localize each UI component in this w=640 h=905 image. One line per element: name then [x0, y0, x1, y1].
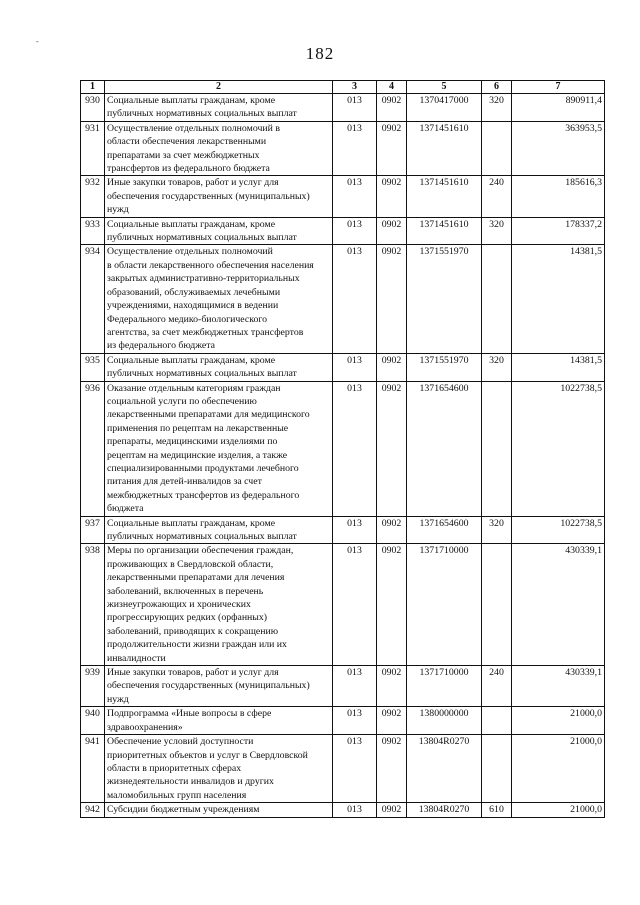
description-line: проживающих в Свердловской области,	[107, 558, 274, 570]
row-description	[105, 735, 333, 803]
row-number: 938	[81, 544, 105, 666]
section-code: 0902	[377, 803, 407, 817]
row-description	[105, 245, 333, 353]
description-line: жизнедеятельности инвалидов и других	[107, 776, 274, 788]
row-description	[105, 94, 333, 122]
table-row	[81, 707, 605, 735]
table-row	[81, 803, 605, 817]
section-code: 0902	[377, 176, 407, 217]
description-line: социальной услуги по обеспечению	[107, 395, 257, 407]
description-line: публичных нормативных социальных выплат	[107, 368, 297, 380]
table-row	[81, 94, 605, 122]
expense-type-code	[482, 381, 512, 516]
target-article-code: 1370417000	[407, 94, 482, 122]
target-article-code: 1380000000	[407, 707, 482, 735]
col-header-3: 3	[333, 81, 377, 94]
amount: 21000,0	[512, 707, 605, 735]
expense-type-code: 320	[482, 353, 512, 381]
row-description	[105, 381, 333, 516]
description-line: Социальные выплаты гражданам, кроме	[107, 354, 276, 366]
table-row	[81, 353, 605, 381]
row-number: 933	[81, 217, 105, 245]
col-header-4: 4	[377, 81, 407, 94]
description-line: специализированными продуктами лечебного	[107, 462, 299, 474]
description-line: Социальные выплаты гражданам, кроме	[107, 95, 276, 106]
description-line: образований, обслуживаемых лечебными	[107, 286, 281, 298]
description-line: инвалидности	[107, 652, 166, 664]
row-number: 934	[81, 245, 105, 353]
table-header-row	[81, 81, 605, 94]
row-number: 930	[81, 94, 105, 122]
col-header-7: 7	[512, 81, 605, 94]
row-number: 931	[81, 121, 105, 176]
row-number: 932	[81, 176, 105, 217]
row-description	[105, 217, 333, 245]
row-description	[105, 516, 333, 544]
ministry-code: 013	[333, 245, 377, 353]
table-row	[81, 666, 605, 707]
description-line: рецептам на медицинские изделия, а также	[107, 449, 288, 461]
description-line: обеспечения государственных (муниципальных)	[107, 190, 310, 202]
amount: 1022738,5	[512, 516, 605, 544]
amount: 178337,2	[512, 217, 605, 245]
section-code: 0902	[377, 707, 407, 735]
description-line: лекарственными препаратами для медицинского	[107, 409, 310, 421]
expense-type-code	[482, 735, 512, 803]
description-line: заболеваний, включенных в перечень	[107, 585, 264, 597]
table-row	[81, 217, 605, 245]
description-line: препараты, медицинскими изделиями по	[107, 436, 278, 448]
table-row	[81, 245, 605, 353]
ministry-code: 013	[333, 666, 377, 707]
table-row	[81, 516, 605, 544]
amount: 890911,4	[512, 94, 605, 122]
row-number: 941	[81, 735, 105, 803]
page-number: 182	[305, 44, 335, 63]
row-description	[105, 353, 333, 381]
description-line: публичных нормативных социальных выплат	[107, 232, 297, 244]
ministry-code: 013	[333, 544, 377, 666]
description-line: Осуществление отдельных полномочий	[107, 246, 273, 258]
description-line: нужд	[107, 693, 129, 705]
expense-type-code	[482, 121, 512, 176]
description-line: публичных нормативных социальных выплат	[107, 108, 297, 120]
row-description	[105, 707, 333, 735]
section-code: 0902	[377, 217, 407, 245]
ministry-code: 013	[333, 707, 377, 735]
description-line: области в приоритетных сферах	[107, 762, 242, 774]
description-line: Обеспечение условий доступности	[107, 736, 254, 748]
description-line: Оказание отдельным категориям граждан	[107, 382, 281, 394]
col-header-6: 6	[482, 81, 512, 94]
expense-type-code: 240	[482, 176, 512, 217]
description-line: учреждениями, находящимися в ведении	[107, 300, 279, 312]
description-line: приоритетных объектов и услуг в Свердловской	[107, 749, 308, 761]
description-line: прогрессирующих редких (орфанных)	[107, 612, 268, 624]
target-article-code: 1371654600	[407, 381, 482, 516]
section-code: 0902	[377, 121, 407, 176]
expense-type-code	[482, 544, 512, 666]
section-code: 0902	[377, 735, 407, 803]
section-code: 0902	[377, 544, 407, 666]
expense-type-code	[482, 245, 512, 353]
row-description	[105, 176, 333, 217]
expense-type-code: 320	[482, 217, 512, 245]
description-line: публичных нормативных социальных выплат	[107, 531, 297, 542]
table-row	[81, 121, 605, 176]
budget-table	[80, 80, 605, 818]
ministry-code: 013	[333, 94, 377, 122]
target-article-code: 1371451610	[407, 217, 482, 245]
description-line: трансфертов из федерального бюджета	[107, 163, 270, 175]
target-article-code: 13804R0270	[407, 803, 482, 817]
target-article-code: 1371710000	[407, 544, 482, 666]
ministry-code: 013	[333, 735, 377, 803]
amount: 14381,5	[512, 353, 605, 381]
amount: 21000,0	[512, 735, 605, 803]
expense-type-code	[482, 707, 512, 735]
amount: 14381,5	[512, 245, 605, 353]
row-number: 935	[81, 353, 105, 381]
row-number: 939	[81, 666, 105, 707]
target-article-code: 1371710000	[407, 666, 482, 707]
description-line: питания для детей-инвалидов за счет	[107, 476, 262, 488]
ministry-code: 013	[333, 803, 377, 817]
section-code: 0902	[377, 666, 407, 707]
description-line: области обеспечения лекарственными	[107, 136, 267, 148]
col-header-1: 1	[81, 81, 105, 94]
section-code: 0902	[377, 353, 407, 381]
ministry-code: 013	[333, 121, 377, 176]
row-number: 940	[81, 707, 105, 735]
description-line: Подпрограмма «Иные вопросы в сфере	[107, 708, 272, 720]
target-article-code: 1371451610	[407, 176, 482, 217]
target-article-code: 1371654600	[407, 516, 482, 544]
description-line: Субсидии бюджетным учреждениям	[107, 804, 260, 816]
description-line: бюджета	[107, 503, 144, 515]
description-line: межбюджетных трансфертов из федерального	[107, 489, 300, 501]
description-line: маломобильных групп населения	[107, 789, 247, 801]
section-code: 0902	[377, 245, 407, 353]
amount: 1022738,5	[512, 381, 605, 516]
target-article-code: 13804R0270	[407, 735, 482, 803]
expense-type-code: 240	[482, 666, 512, 707]
amount: 430339,1	[512, 544, 605, 666]
description-line: нужд	[107, 204, 129, 216]
description-line: в области лекарственного обеспечения населения	[107, 259, 314, 271]
table-row	[81, 544, 605, 666]
description-line: продолжительности жизни граждан или их	[107, 639, 287, 651]
amount: 185616,3	[512, 176, 605, 217]
row-description	[105, 803, 333, 817]
section-code: 0902	[377, 516, 407, 544]
table-row	[81, 176, 605, 217]
description-line: Меры по организации обеспечения граждан,	[107, 545, 294, 557]
description-line: Иные закупки товаров, работ и услуг для	[107, 177, 279, 189]
amount: 21000,0	[512, 803, 605, 817]
description-line: из федерального бюджета	[107, 340, 215, 352]
ministry-code: 013	[333, 353, 377, 381]
col-header-5: 5	[407, 81, 482, 94]
target-article-code: 1371551970	[407, 353, 482, 381]
description-line: применения по рецептам на лекарственные	[107, 422, 289, 434]
expense-type-code: 320	[482, 516, 512, 544]
section-code: 0902	[377, 381, 407, 516]
table-row	[81, 735, 605, 803]
description-line: заболеваний, приводящих к сокращению	[107, 625, 279, 637]
description-line: агентства, за счет межбюджетных трансфертов	[107, 326, 304, 338]
row-number: 936	[81, 381, 105, 516]
description-line: закрытых административно-территориальных	[107, 273, 300, 285]
target-article-code: 1371451610	[407, 121, 482, 176]
margin-mark: -	[36, 37, 39, 46]
ministry-code: 013	[333, 217, 377, 245]
row-description	[105, 121, 333, 176]
expense-type-code: 610	[482, 803, 512, 817]
row-number: 942	[81, 803, 105, 817]
amount: 430339,1	[512, 666, 605, 707]
ministry-code: 013	[333, 176, 377, 217]
description-line: обеспечения государственных (муниципальных)	[107, 680, 310, 692]
description-line: лекарственными препаратами для лечения	[107, 572, 285, 584]
section-code: 0902	[377, 94, 407, 122]
row-number: 937	[81, 516, 105, 544]
description-line: Социальные выплаты гражданам, кроме	[107, 517, 276, 529]
row-description	[105, 666, 333, 707]
description-line: препаратами за счет межбюджетных	[107, 149, 260, 161]
col-header-2: 2	[105, 81, 333, 94]
ministry-code: 013	[333, 516, 377, 544]
description-line: Осуществление отдельных полномочий в	[107, 122, 280, 134]
description-line: здравоохранения»	[107, 721, 183, 733]
expense-type-code: 320	[482, 94, 512, 122]
amount: 363953,5	[512, 121, 605, 176]
description-line: Федерального медико-биологического	[107, 313, 268, 325]
table-row	[81, 381, 605, 516]
description-line: жизнеугрожающих и хронических	[107, 599, 251, 611]
target-article-code: 1371551970	[407, 245, 482, 353]
description-line: Социальные выплаты гражданам, кроме	[107, 218, 276, 230]
ministry-code: 013	[333, 381, 377, 516]
description-line: Иные закупки товаров, работ и услуг для	[107, 667, 279, 679]
row-description	[105, 544, 333, 666]
